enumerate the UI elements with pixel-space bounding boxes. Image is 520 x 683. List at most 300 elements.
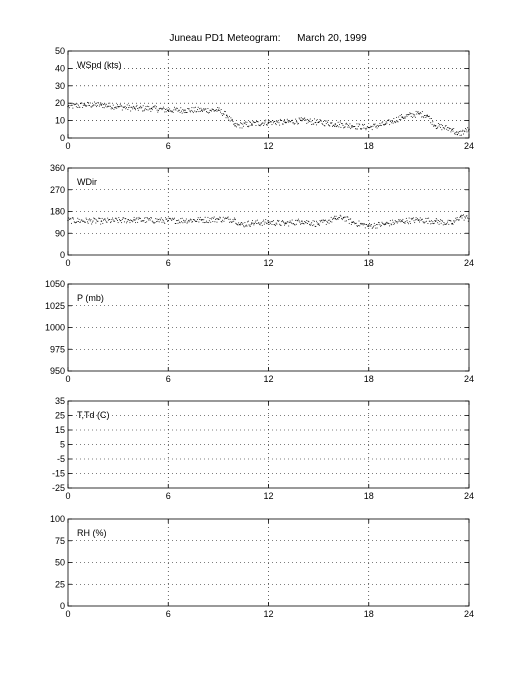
data-point-sample xyxy=(412,117,413,118)
panel-humidity xyxy=(50,514,474,619)
data-point-sample xyxy=(118,222,119,223)
data-point-sample xyxy=(313,220,314,221)
data-point-sample xyxy=(129,107,130,108)
data-point-sample xyxy=(444,128,445,129)
data-point-sample xyxy=(203,219,204,220)
data-point-sample xyxy=(175,223,176,224)
data-point xyxy=(301,120,302,121)
data-point-sample xyxy=(203,222,204,223)
y-tick-label: 30 xyxy=(54,80,65,91)
data-point-sample xyxy=(107,218,108,219)
data-point-sample xyxy=(377,228,378,229)
data-point-sample xyxy=(436,128,437,129)
data-point-sample xyxy=(381,222,382,223)
data-point-sample xyxy=(143,105,144,106)
data-point-sample xyxy=(121,222,122,223)
data-point-sample xyxy=(246,124,247,125)
data-point-sample xyxy=(79,107,80,108)
data-point-sample xyxy=(292,120,293,121)
data-point xyxy=(218,109,219,110)
data-point-sample xyxy=(322,124,323,125)
data-point-sample xyxy=(326,221,327,222)
data-point-sample xyxy=(409,114,410,115)
data-point-sample xyxy=(400,119,401,120)
data-point-sample xyxy=(264,123,265,124)
data-point-sample xyxy=(396,221,397,222)
data-point xyxy=(67,220,68,221)
data-point-sample xyxy=(187,221,188,222)
data-point-sample xyxy=(433,126,434,127)
data-point-sample xyxy=(265,222,266,223)
data-point-sample xyxy=(202,219,203,220)
data-point-sample xyxy=(448,127,449,128)
data-point-sample xyxy=(136,218,137,219)
data-point-sample xyxy=(124,221,125,222)
data-point-sample xyxy=(269,221,270,222)
data-point-sample xyxy=(446,223,447,224)
data-point-sample xyxy=(150,111,151,112)
data-point-sample xyxy=(301,223,302,224)
data-point-sample xyxy=(415,219,416,220)
data-point-sample xyxy=(290,222,291,223)
data-point-sample xyxy=(166,111,167,112)
data-point-sample xyxy=(377,224,378,225)
data-point-sample xyxy=(134,107,135,108)
data-point-sample xyxy=(177,108,178,109)
data-point-sample xyxy=(327,222,328,223)
data-point-sample xyxy=(158,219,159,220)
data-point xyxy=(251,222,252,223)
data-point-sample xyxy=(459,217,460,218)
data-point-sample xyxy=(86,219,87,220)
data-point-sample xyxy=(328,220,329,221)
data-point-sample xyxy=(136,217,137,218)
data-point-sample xyxy=(159,221,160,222)
data-point-sample xyxy=(372,126,373,127)
data-point-sample xyxy=(106,104,107,105)
data-point-sample xyxy=(306,220,307,221)
data-point-sample xyxy=(208,222,209,223)
data-point-sample xyxy=(128,107,129,108)
data-point-sample xyxy=(442,221,443,222)
data-point-sample xyxy=(212,217,213,218)
data-point-sample xyxy=(102,218,103,219)
data-point-sample xyxy=(317,222,318,223)
data-point-sample xyxy=(237,225,238,226)
data-point-sample xyxy=(68,218,69,219)
data-point-sample xyxy=(408,223,409,224)
data-point-sample xyxy=(221,113,222,114)
data-point-sample xyxy=(145,108,146,109)
data-point-sample xyxy=(350,218,351,219)
data-point-sample xyxy=(360,128,361,129)
data-point-sample xyxy=(357,226,358,227)
data-point-sample xyxy=(110,222,111,223)
data-point-sample xyxy=(161,222,162,223)
y-tick-label: 0 xyxy=(59,133,65,143)
data-point-sample xyxy=(394,121,395,122)
data-point-sample xyxy=(120,104,121,105)
data-point-sample xyxy=(199,108,200,109)
data-point-sample xyxy=(425,115,426,116)
data-point-sample xyxy=(333,125,334,126)
data-point-sample xyxy=(310,225,311,226)
data-point-sample xyxy=(96,220,97,221)
data-point-sample xyxy=(164,222,165,223)
data-point-sample xyxy=(334,216,335,217)
data-point-sample xyxy=(102,103,103,104)
data-point-sample xyxy=(135,222,136,223)
data-point-sample xyxy=(364,124,365,125)
data-point-sample xyxy=(77,221,78,222)
data-point-sample xyxy=(432,124,433,125)
data-point-sample xyxy=(200,217,201,218)
data-point-sample xyxy=(253,223,254,224)
data-point-sample xyxy=(262,122,263,123)
data-point-sample xyxy=(414,114,415,115)
data-point-sample xyxy=(416,217,417,218)
data-point-sample xyxy=(183,110,184,111)
data-point-sample xyxy=(112,108,113,109)
data-point-sample xyxy=(175,108,176,109)
data-point-sample xyxy=(180,112,181,113)
data-point-sample xyxy=(86,218,87,219)
data-point-sample xyxy=(411,113,412,114)
data-point-sample xyxy=(344,217,345,218)
data-point-sample xyxy=(104,107,105,108)
data-point xyxy=(460,216,461,217)
data-point-sample xyxy=(417,218,418,219)
data-point-sample xyxy=(375,225,376,226)
data-point-sample xyxy=(381,122,382,123)
data-point-sample xyxy=(307,119,308,120)
data-point-sample xyxy=(395,122,396,123)
data-point-sample xyxy=(171,110,172,111)
data-point-sample xyxy=(198,222,199,223)
data-point-sample xyxy=(137,222,138,223)
data-point-sample xyxy=(125,218,126,219)
data-point-sample xyxy=(173,112,174,113)
data-point-sample xyxy=(272,120,273,121)
data-point-sample xyxy=(306,120,307,121)
data-point-sample xyxy=(360,223,361,224)
data-point-sample xyxy=(113,109,114,110)
data-point-sample xyxy=(269,224,270,225)
data-point xyxy=(427,115,428,116)
data-point-sample xyxy=(246,226,247,227)
x-tick-label: 6 xyxy=(165,374,171,384)
data-point-sample xyxy=(253,224,254,225)
data-point-sample xyxy=(379,224,380,225)
x-tick-label: 6 xyxy=(165,141,171,151)
data-point-sample xyxy=(205,222,206,223)
data-point-sample xyxy=(390,121,391,122)
data-point-sample xyxy=(377,125,378,126)
data-point-sample xyxy=(275,225,276,226)
data-point-sample xyxy=(319,121,320,122)
data-point-sample xyxy=(310,118,311,119)
data-point-sample xyxy=(155,222,156,223)
data-point-sample xyxy=(215,219,216,220)
data-point-sample xyxy=(158,110,159,111)
data-point-sample xyxy=(198,217,199,218)
data-point-sample xyxy=(339,217,340,218)
data-point-sample xyxy=(372,227,373,228)
title-station: Juneau PD1 Meteogram: xyxy=(169,33,281,44)
data-point-sample xyxy=(213,218,214,219)
data-point-sample xyxy=(91,107,92,108)
data-point-sample xyxy=(228,119,229,120)
y-tick-label: 25 xyxy=(54,579,65,590)
data-point-sample xyxy=(290,121,291,122)
data-point xyxy=(385,223,386,224)
data-point-sample xyxy=(81,103,82,104)
panel-pressure xyxy=(45,279,474,384)
data-point-sample xyxy=(68,105,69,106)
data-point-sample xyxy=(278,220,279,221)
data-point-sample xyxy=(235,123,236,124)
data-point-sample xyxy=(109,103,110,104)
data-point-sample xyxy=(99,106,100,107)
data-point-sample xyxy=(78,221,79,222)
data-point-sample xyxy=(104,218,105,219)
data-point-sample xyxy=(356,123,357,124)
data-point-sample xyxy=(162,219,163,220)
data-point-sample xyxy=(223,217,224,218)
data-point-sample xyxy=(182,222,183,223)
data-point-sample xyxy=(409,221,410,222)
data-point-sample xyxy=(420,112,421,113)
data-point-sample xyxy=(84,103,85,104)
data-point-sample xyxy=(465,128,466,129)
x-tick-label: 18 xyxy=(363,141,374,151)
data-point-sample xyxy=(292,219,293,220)
data-point-sample xyxy=(132,108,133,109)
data-point-sample xyxy=(161,109,162,110)
data-point-sample xyxy=(234,218,235,219)
data-point-sample xyxy=(197,109,198,110)
data-point-sample xyxy=(266,124,267,125)
data-point-sample xyxy=(188,220,189,221)
data-point-sample xyxy=(222,115,223,116)
data-point-sample xyxy=(338,126,339,127)
data-point-sample xyxy=(250,226,251,227)
data-point-sample xyxy=(375,124,376,125)
y-tick-label: -25 xyxy=(51,483,65,493)
data-point-sample xyxy=(420,220,421,221)
data-point-sample xyxy=(242,124,243,125)
data-point-sample xyxy=(230,120,231,121)
data-point-sample xyxy=(225,111,226,112)
data-point-sample xyxy=(175,110,176,111)
data-point-sample xyxy=(278,120,279,121)
data-point-sample xyxy=(459,219,460,220)
y-tick-label: 10 xyxy=(54,115,65,126)
data-point-sample xyxy=(310,121,311,122)
data-point-sample xyxy=(314,118,315,119)
data-point-sample xyxy=(113,219,114,220)
data-point-sample xyxy=(70,103,71,104)
data-point-sample xyxy=(171,220,172,221)
data-point-sample xyxy=(81,220,82,221)
data-point-sample xyxy=(96,106,97,107)
data-point-sample xyxy=(306,123,307,124)
data-point-sample xyxy=(121,105,122,106)
data-point-sample xyxy=(254,223,255,224)
data-point-sample xyxy=(300,120,301,121)
data-point-sample xyxy=(453,220,454,221)
data-point-sample xyxy=(210,218,211,219)
x-tick-label: 18 xyxy=(363,258,374,268)
data-point-sample xyxy=(102,107,103,108)
data-point-sample xyxy=(267,223,268,224)
data-point-sample xyxy=(430,118,431,119)
data-point xyxy=(101,220,102,221)
data-point-sample xyxy=(198,107,199,108)
data-point-sample xyxy=(298,219,299,220)
data-point-sample xyxy=(416,114,417,115)
data-point-sample xyxy=(136,106,137,107)
data-point-sample xyxy=(69,219,70,220)
data-point-sample xyxy=(157,219,158,220)
data-point-sample xyxy=(362,124,363,125)
x-tick-label: 24 xyxy=(463,491,475,501)
data-point xyxy=(301,220,302,221)
data-point-sample xyxy=(139,107,140,108)
data-point-sample xyxy=(228,117,229,118)
data-point-sample xyxy=(438,220,439,221)
data-point-sample xyxy=(336,126,337,127)
data-point-sample xyxy=(286,122,287,123)
data-point-sample xyxy=(195,107,196,108)
data-point-sample xyxy=(164,223,165,224)
data-point-sample xyxy=(127,109,128,110)
data-point-sample xyxy=(448,130,449,131)
data-point-sample xyxy=(79,219,80,220)
data-point-sample xyxy=(461,215,462,216)
data-point-sample xyxy=(217,107,218,108)
data-point-sample xyxy=(122,110,123,111)
data-point-sample xyxy=(327,122,328,123)
x-tick-label: 6 xyxy=(165,491,171,501)
data-point-sample xyxy=(274,121,275,122)
data-point-sample xyxy=(90,220,91,221)
data-point-sample xyxy=(189,221,190,222)
data-point-sample xyxy=(98,102,99,103)
data-point-sample xyxy=(463,214,464,215)
data-point-sample xyxy=(230,117,231,118)
data-point-sample xyxy=(418,111,419,112)
y-tick-label: 0 xyxy=(59,250,65,260)
data-point-sample xyxy=(333,218,334,219)
data-point-sample xyxy=(147,106,148,107)
data-point-sample xyxy=(414,116,415,117)
data-point-sample xyxy=(74,221,75,222)
data-point-sample xyxy=(386,121,387,122)
data-point-sample xyxy=(347,127,348,128)
data-point-sample xyxy=(361,128,362,129)
data-point-sample xyxy=(359,123,360,124)
data-point-sample xyxy=(359,124,360,125)
data-point-sample xyxy=(320,119,321,120)
data-point-sample xyxy=(348,219,349,220)
data-point-sample xyxy=(314,221,315,222)
data-point-sample xyxy=(244,222,245,223)
data-point-sample xyxy=(340,127,341,128)
data-point-sample xyxy=(182,218,183,219)
data-point-sample xyxy=(426,221,427,222)
data-point-sample xyxy=(439,224,440,225)
data-point-sample xyxy=(72,108,73,109)
data-point-sample xyxy=(204,110,205,111)
x-tick-label: 24 xyxy=(463,258,475,268)
data-point-sample xyxy=(150,108,151,109)
data-point-sample xyxy=(317,119,318,120)
x-tick-label: 12 xyxy=(263,374,274,384)
data-point-sample xyxy=(180,218,181,219)
data-point-sample xyxy=(243,126,244,127)
data-point-sample xyxy=(203,110,204,111)
data-point-sample xyxy=(294,123,295,124)
data-point-sample xyxy=(290,221,291,222)
data-point-sample xyxy=(247,221,248,222)
data-point-sample xyxy=(219,107,220,108)
data-point-sample xyxy=(76,106,77,107)
data-point-sample xyxy=(453,128,454,129)
data-point-sample xyxy=(398,219,399,220)
data-point-sample xyxy=(399,220,400,221)
data-point-sample xyxy=(255,125,256,126)
data-point-sample xyxy=(329,126,330,127)
data-point-sample xyxy=(448,224,449,225)
data-point-sample xyxy=(467,127,468,128)
data-point xyxy=(184,109,185,110)
data-point-sample xyxy=(133,106,134,107)
panel-label: T,Td (C) xyxy=(77,410,110,420)
data-point-sample xyxy=(200,111,201,112)
data-point-sample xyxy=(358,225,359,226)
data-point-sample xyxy=(388,119,389,120)
data-point-sample xyxy=(409,112,410,113)
data-point-sample xyxy=(122,219,123,220)
data-point-sample xyxy=(93,220,94,221)
data-point-sample xyxy=(371,126,372,127)
data-point-sample xyxy=(165,109,166,110)
data-point-sample xyxy=(439,221,440,222)
data-point-sample xyxy=(164,112,165,113)
data-point-sample xyxy=(275,123,276,124)
data-point-sample xyxy=(267,123,268,124)
data-point-sample xyxy=(315,122,316,123)
data-point-sample xyxy=(322,123,323,124)
data-point-sample xyxy=(367,126,368,127)
data-point-sample xyxy=(431,220,432,221)
data-point-sample xyxy=(436,218,437,219)
data-point-sample xyxy=(434,223,435,224)
data-point-sample xyxy=(389,225,390,226)
data-point-sample xyxy=(289,120,290,121)
data-point-sample xyxy=(304,223,305,224)
data-point xyxy=(452,129,453,130)
data-point xyxy=(251,123,252,124)
data-point-sample xyxy=(161,217,162,218)
data-point-sample xyxy=(129,105,130,106)
data-point-sample xyxy=(185,220,186,221)
data-point-sample xyxy=(255,122,256,123)
data-point-sample xyxy=(309,224,310,225)
data-point-sample xyxy=(358,126,359,127)
data-point-sample xyxy=(450,131,451,132)
